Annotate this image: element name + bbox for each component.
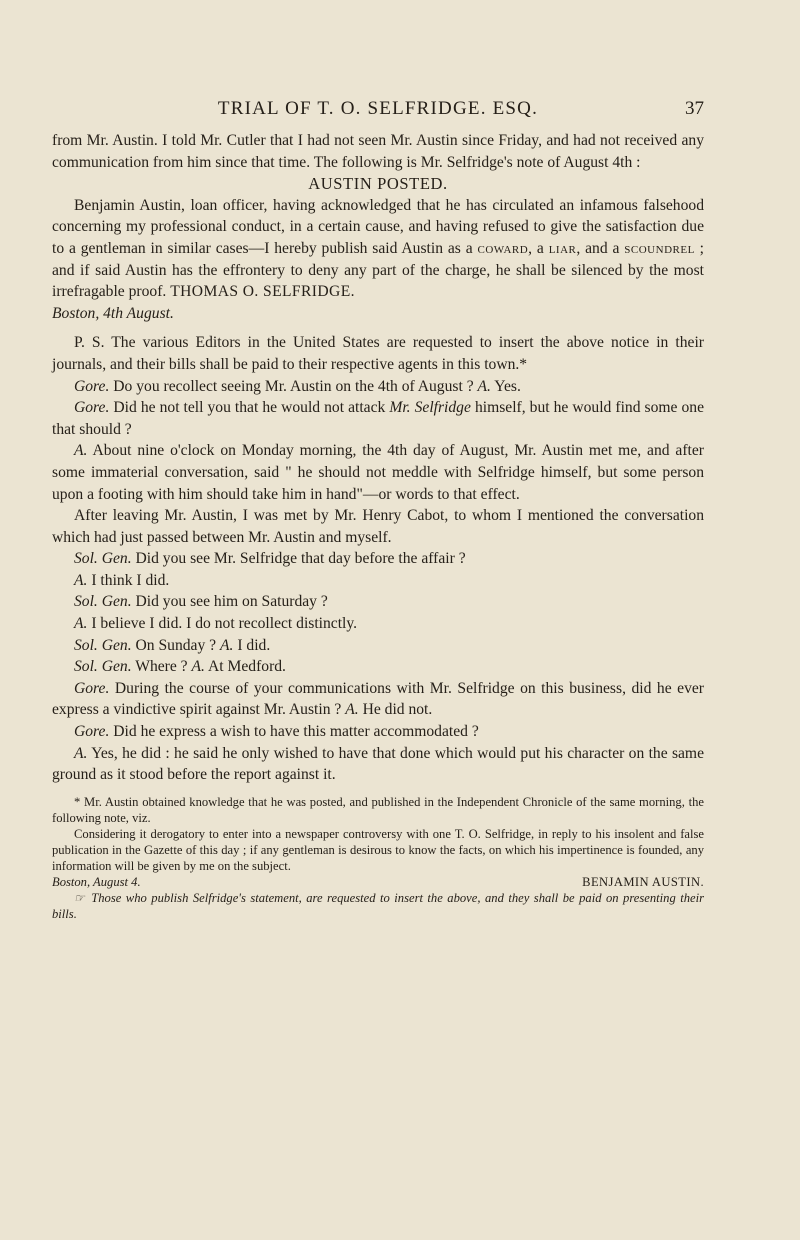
question-7: Gore. During the course of your communications with Mr. Selfridge on this business, did he ever express a vindictive spirit against Mr. Austin ? A. He did not.: [52, 679, 704, 719]
speaker: Gore.: [74, 377, 110, 395]
question-8: Gore. Did he express a wish to have this matter accommodated ?: [74, 723, 479, 741]
notice-word-scoundrel: scoundrel: [624, 239, 695, 257]
speaker: Gore.: [74, 723, 110, 741]
question-1: Gore. Do you recollect seeing Mr. Austin on the 4th of August ? A. Yes.: [74, 377, 521, 395]
footnote-intro: * Mr. Austin obtained knowledge that he was posted, and published in the Independent Chronicle of the same morning, the following note, viz.: [52, 794, 704, 825]
notice-heading: AUSTIN POSTED.: [308, 174, 448, 194]
running-title: TRIAL OF T. O. SELFRIDGE. ESQ.: [217, 98, 539, 119]
footnote-quote: Considering it derogatory to enter into a newspaper controversy with one T. O. Selfridge, in reply to his insolent and false publication in the Gazette of this day ; if any gentleman is desirous to know the facts, on which his impertinence is founded, any information will be given by me on the subject.: [52, 826, 704, 873]
speaker: A.: [74, 442, 88, 460]
answer-2: A. About nine o'clock on Monday morning, the 4th day of August, Mr. Austin met me, and after some immaterial conversation, said " he should not meddle with Selfridge himself, but some person upon a footing with him should take him in hand"—or words to that effect.: [52, 442, 704, 503]
pointing-hand-icon: ☞: [74, 890, 85, 905]
speaker: A.: [191, 658, 205, 676]
answer-8: A. Yes, he did : he said he only wished to have that done which would put his character on the same ground as it stood before the report against it.: [52, 744, 704, 784]
notice-text-b: ; and if said Austin has the effrontery to deny any part of the charge, he shall be silenced by the most irrefragable proof.: [52, 239, 704, 301]
question-5: Sol. Gen. On Sunday ? A. I did.: [74, 636, 271, 654]
question-2: Gore. Did he not tell you that he would not attack Mr. Selfridge himself, but he would find some one that should ?: [52, 399, 704, 438]
speaker: A.: [345, 701, 359, 719]
question-3: Sol. Gen. Did you see Mr. Selfridge that day before the affair ?: [74, 550, 466, 568]
paragraph-intro: from Mr. Austin. I told Mr. Cutler that I had not seen Mr. Austin since Friday, and had not received any communication from him since that time. The following is Mr. Selfridge's note of August 4th :: [52, 132, 704, 171]
page-body: [52, 130, 704, 922]
footnote: [52, 794, 704, 922]
footnote-signoff: [52, 874, 704, 890]
postscript: P. S. The various Editors in the United States are requested to insert the above notice in their journals, and their bills shall be paid to their respective agents in this town.*: [52, 334, 704, 373]
speaker: A.: [74, 615, 88, 633]
question-4: Sol. Gen. Did you see him on Saturday ?: [74, 593, 328, 611]
running-head: [52, 92, 704, 128]
notice-text-a: Benjamin Austin, loan officer, having acknowledged that he has circulated an infamous falsehood concerning my professional conduct, in a certain cause, and having refused to give the satisfaction due to a gentleman in similar cases—I hereby publish said Austin as a: [52, 196, 704, 257]
speaker: Sol. Gen.: [74, 550, 132, 568]
speaker: Gore.: [74, 399, 110, 417]
speaker: A.: [219, 636, 234, 654]
speaker: Sol. Gen.: [74, 593, 132, 611]
answer-4: A. I believe I did. I do not recollect distinctly.: [74, 615, 358, 633]
footnote-signature: BENJAMIN AUSTIN.: [582, 874, 704, 889]
speaker: Sol. Gen.: [74, 636, 132, 654]
speaker: Gore.: [74, 679, 110, 697]
speaker: A.: [74, 744, 88, 762]
paragraph-cabot: After leaving Mr. Austin, I was met by Mr. Henry Cabot, to whom I mentioned the conversation which had just passed between Mr. Austin and myself.: [52, 507, 704, 546]
notice-word-coward: coward: [477, 239, 529, 257]
footnote-editors-request: ☞ Those who publish Selfridge's statement, are requested to insert the above, and they shall be paid on presenting their bills.: [52, 890, 704, 921]
notice-word-liar: liar: [548, 239, 577, 257]
answer-3: A. I think I did.: [74, 571, 170, 589]
footnote-dateline: Boston, August 4.: [52, 874, 141, 889]
speaker: A.: [477, 377, 491, 395]
speaker: Sol. Gen.: [74, 658, 132, 676]
notice-dateline: Boston, 4th August.: [52, 304, 174, 322]
notice-text: Benjamin Austin, loan officer, having acknowledged that he has circulated an infamous falsehood concerning my professional conduct, in a certain cause, and having refused to give the satisfaction due to a gentleman in similar cases—I hereby publish said Austin as a coward, a liar, and a scoundrel ; and if said Austin has the effrontery to deny any part of the charge, he shall be silenced by the most irrefragable proof. THOMAS O. SELFRIDGE.: [52, 196, 704, 301]
notice-signature: THOMAS O. SELFRIDGE.: [170, 283, 355, 301]
question-6: Sol. Gen. Where ? A. At Medford.: [74, 658, 286, 676]
page-number: 37: [685, 98, 704, 119]
speaker: A.: [74, 571, 88, 589]
